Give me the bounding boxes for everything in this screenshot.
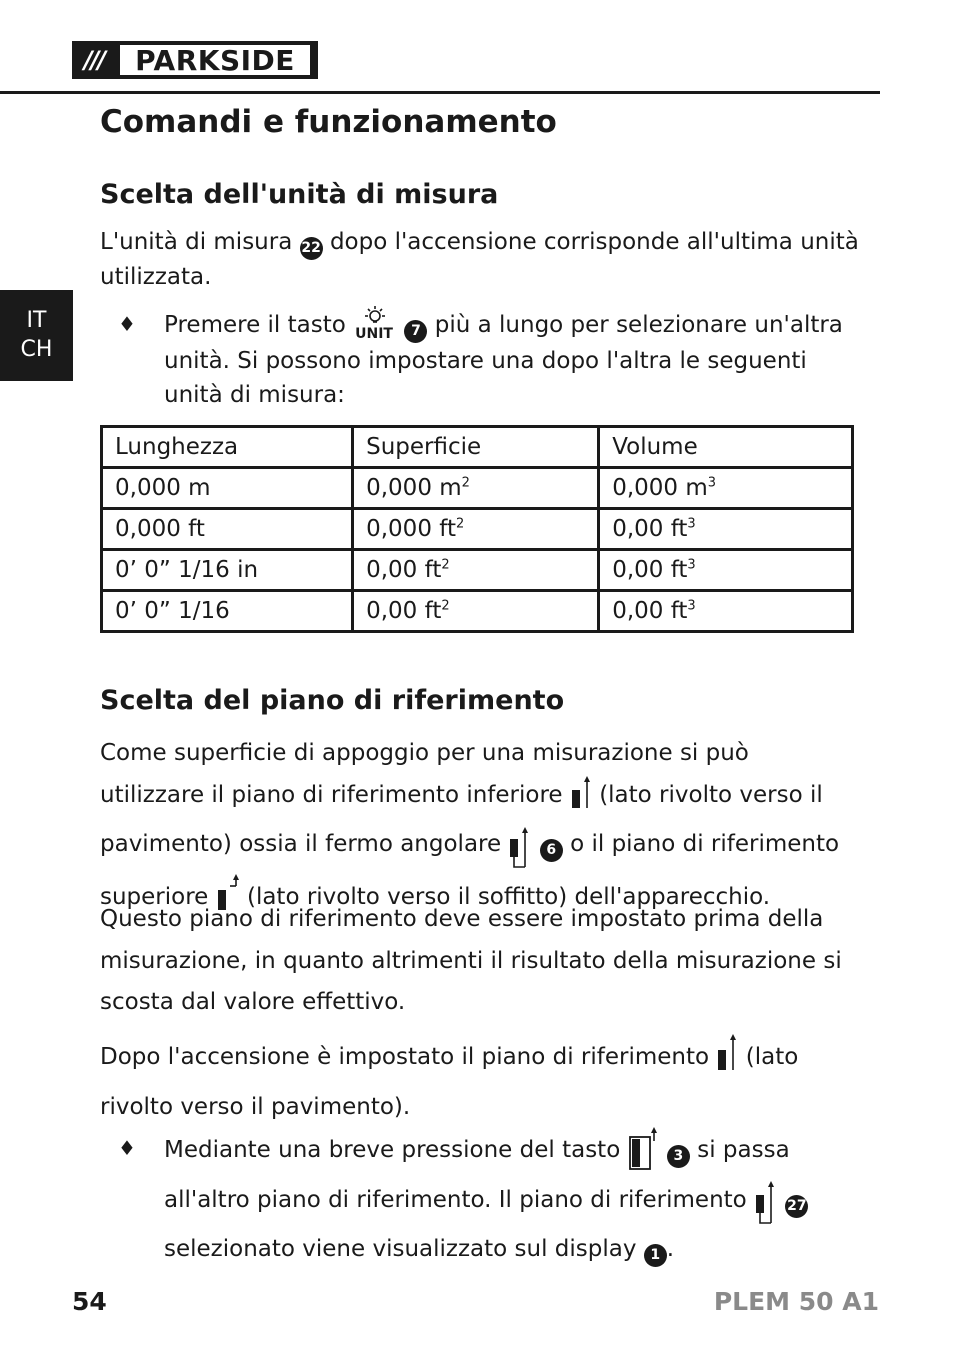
reference-display-icon [754, 1181, 778, 1230]
ref-6: 6 [540, 839, 563, 862]
model-name: PLEM 50 A1 [713, 1287, 879, 1316]
ref-7: 7 [404, 320, 427, 343]
page-title: Comandi e funzionamento [100, 104, 557, 140]
section1-para: L'unità di misura 22 dopo l'accensione corrisponde all'ultima unità utilizzata. [100, 229, 859, 290]
ref-3: 3 [667, 1145, 690, 1168]
ref-1: 1 [644, 1244, 667, 1267]
table-row [102, 591, 853, 632]
unit-label: UNIT [355, 326, 393, 342]
table-cell: 0,00 $ft^3$ [599, 550, 853, 591]
table-cell: 0’ 0” 1/16 [102, 591, 353, 632]
bullet-marker: ♦ [118, 312, 136, 336]
table-cell: 0,000 $m^3$ [599, 468, 853, 509]
bullet-marker: ♦ [118, 1136, 136, 1160]
reference-bullet-text: Mediante una breve pressione del tasto 3 si passa all'altro piano di riferimento. Il piano di riferimento 27 selezionato viene visualizzato sul display 1 . [164, 1127, 864, 1271]
header-length: Lunghezza [102, 427, 353, 468]
logo-slashes: /// [83, 46, 105, 74]
table-row [102, 509, 853, 550]
reference-bottom-icon [570, 776, 592, 825]
table-cell: 0,00 $ft^3$ [599, 509, 853, 550]
ref-22: 22 [300, 237, 323, 260]
section2-para1: Come superficie di appoggio per una misurazione si può utilizzare il piano di riferimento inferiore (lato rivolto verso il pavimento) ossia il fermo angolare 6 o il piano di riferimento superiore (lato rivolto verso il soffitto) dell'apparecchio. [100, 733, 860, 926]
units-table [100, 425, 854, 633]
language-tab [0, 290, 73, 381]
table-cell: 0,000 m [102, 468, 353, 509]
unit-bullet-text: Premere il tasto UNIT 7 più a lungo per selezionare un'altra unità. Si possono impostare una dopo l'altra le seguenti unità di misura: [164, 308, 864, 412]
table-row [102, 550, 853, 591]
table-cell: 0,000 ft [102, 509, 353, 550]
ref-27: 27 [785, 1195, 808, 1218]
parkside-logo [72, 41, 318, 79]
table-cell: 0,000 $m^2$ [353, 468, 599, 509]
table-cell: 0’ 0” 1/16 in [102, 550, 353, 591]
table-cell: 0,00 $ft^2$ [353, 550, 599, 591]
table-header-row [102, 427, 853, 468]
angle-stop-icon [508, 827, 532, 874]
table-cell: 0,000 $ft^2$ [353, 509, 599, 550]
unit-light-icon [353, 310, 397, 344]
reference-bottom-icon [716, 1034, 738, 1087]
section2-para2: Questo piano di riferimento deve essere impostato prima della misurazione, in quanto altrimenti il risultato della misurazione si scosta dal valore effettivo. [100, 906, 842, 1015]
section2-para3: Dopo l'accensione è impostato il piano di riferimento (lato rivolto verso il pavimento). [100, 1034, 860, 1128]
section2-heading: Scelta del piano di riferimento [100, 685, 565, 716]
table-cell: 0,00 $ft^3$ [599, 591, 853, 632]
header-rule [0, 91, 880, 94]
reference-switch-button-icon [628, 1127, 660, 1180]
header-area: Superficie [353, 427, 599, 468]
page-number: 54 [72, 1287, 107, 1316]
section1-heading: Scelta dell'unità di misura [100, 179, 499, 210]
lang-ch: CH [20, 337, 53, 362]
header-volume: Volume [599, 427, 853, 468]
table-row [102, 468, 853, 509]
table-cell: 0,00 $ft^2$ [353, 591, 599, 632]
logo-wordmark: PARKSIDE [135, 43, 295, 77]
lang-it: IT [26, 308, 47, 333]
